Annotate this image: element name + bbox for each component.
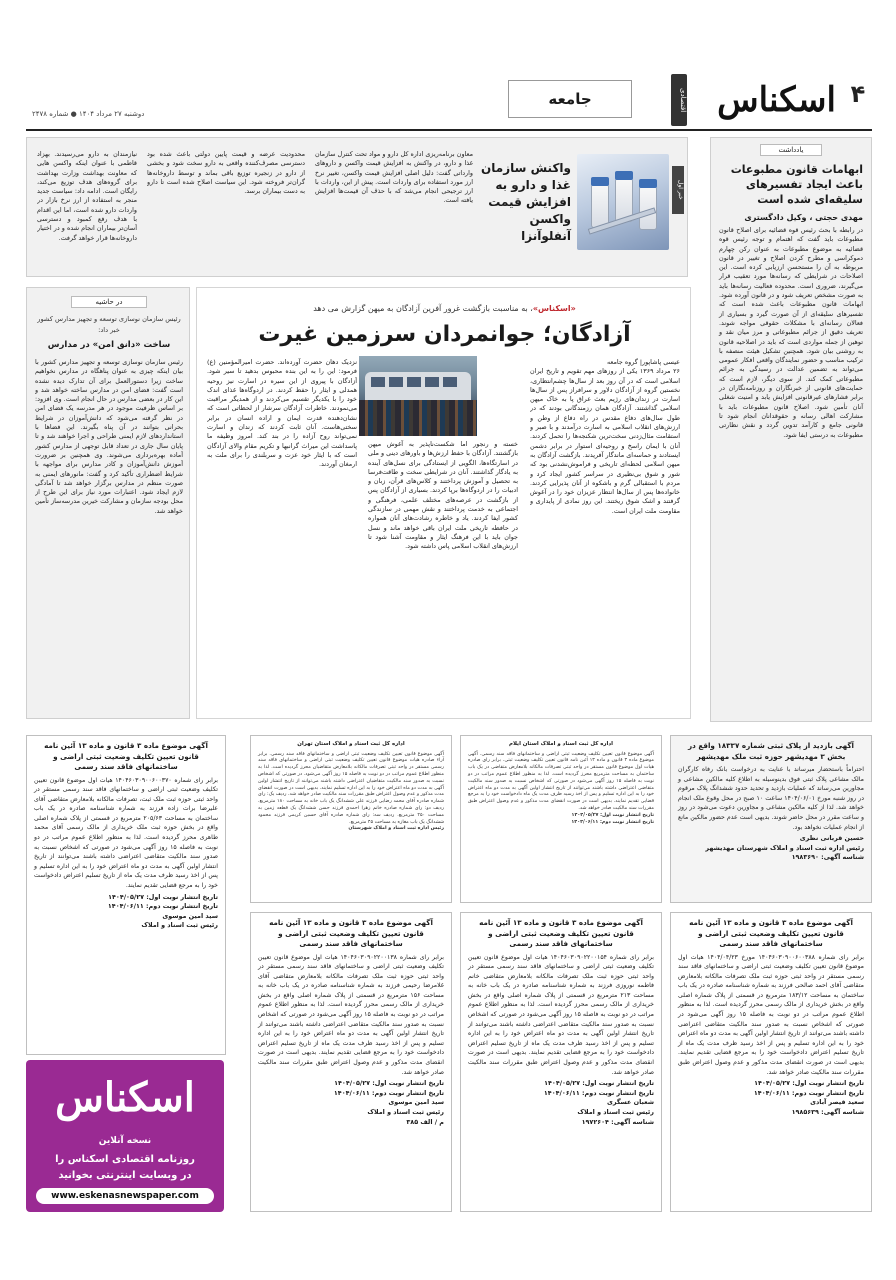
notice-title: آگهی موضوع ماده ۳ قانون و ماده ۱۳ آئین نامه قانون تعیین تکلیف وضعیت ثبتی اراضی و ساختمانهای فاقد سند رسمی — [689, 918, 853, 948]
vaccine-headline[interactable]: واکنش سازمان غذا و دارو به افزایش قیمت واکسن آنفلوآنزا — [481, 161, 571, 243]
notice-property-5 — [250, 912, 452, 1212]
main-story-column-right: عیسی پاشاپور| گروه جامعه ۲۶ مرداد ۱۳۶۹ یکی از روزهای مهم تقویم و تاریخ ایران اسلامی است که در آن روز بعد از سال‌ها چشم‌انتظاری، نخستین گروه از آزادگان دلاور و سرافراز پس از سال‌ها اسارت در زندان‌های رژیم بعث عراق پا به خاک میهن اسلامی گذاشتند. آزادگان همان رزمندگانی بودند که در طول سال‌های دفاع مقدس در راه دفاع از وطن و ارزش‌های انقلاب اسلامی به اسارت درآمدند و با صبر و استقامت مثال‌زدنی سخت‌ترین شکنجه‌ها را تحمل کردند. آنان با ایمان راسخ و روحیه‌ای استوار در برابر دشمن ایستادند و حماسه‌ای ماندگار آفریدند. بازگشت آزادگان به میهن اسلامی لحظه‌ای تاریخی و فراموش‌نشدنی بود که شور و شوق بی‌نظیری در سراسر کشور ایجاد کرد و مردم با استقبالی گرم و باشکوه از آنان پذیرایی کردند. خانواده‌ها پس از سال‌ها انتظار عزیزان خود را در آغوش گرفتند و اشک شوق ریختند. این روز نمادی از پایداری و مقاومت ملت ایران است. — [530, 358, 680, 515]
website-link[interactable]: www.eskenasnewspaper.com — [36, 1188, 214, 1204]
notice-title: اداره کل ثبت اسناد و املاک استان ایلام — [509, 741, 613, 747]
notice-footer: تاریخ انتشار نوبت اول: ۱۴۰۴/۰۵/۲۷ تاریخ انتشار نوبت دوم: ۱۴۰۴/۰۶/۱۱ شعبان عسگری رئیس ثبت اسناد و املاک شناسه آگهی: ۱۹۷۲۶۰۴ — [543, 1079, 654, 1126]
section-title: جامعه — [508, 80, 632, 118]
opinion-author: مهدی حجتی ، وکیل دادگستری — [744, 213, 863, 222]
kicker-prefix: «اسکناس» — [532, 304, 576, 313]
notice-property-7 — [670, 912, 872, 1212]
main-story — [196, 287, 691, 719]
vaccine-story — [26, 137, 688, 277]
logo-tag: اقتصادی — [671, 74, 687, 126]
vaccine-column-3: نیازمندان به دارو می‌رسیدند. بهزاد قاطمی با عنوان اینکه واکسن هایی که معاونت بهداشت وزارت بهداشت برای گروه‌های هدف توزیع می‌کند، رایگان است. ادامه داد: سیاست جدید منجر به استفاده از ارز نرخ بازار در واردات دارو شده است، اما این اقدام با هدف رفع کمبود و دسترسی آسان‌تر بیماران انجام شده و در اختیار داروخانه‌ها قرار خواهد گرفت. — [37, 150, 137, 242]
notice-title: آگهی موضوع ماده ۳ قانون و ماده ۱۳ آئین نامه قانون تعیین تکلیف وضعیت ثبتی اراضی و ساختمانهای فاقد سند رسمی — [44, 741, 208, 771]
opinion-title[interactable]: ابهامات قانون مطبوعات باعث ایجاد تفسیرهای سلیقه‌ای شده است — [730, 163, 863, 206]
bulletin-tag: در حاشیه — [71, 296, 147, 308]
vaccine-column-2: محدودیت عرضه و قیمت پایین دولتی باعث شده بود دسترسی مصرف‌کننده واقعی به دارو سخت شود و بخشی از دارو در زنجیره توزیع باقی بماند و توسط داروخانه‌ها گران‌تر فروخته شود. این سیاست اصلاح شده است تا دارو به دست بیماران برسد. — [147, 150, 305, 196]
notice-tehran — [250, 735, 452, 903]
notice-footer: تاریخ انتشار نوبت اول: ۱۴۰۴/۰۵/۲۷ تاریخ انتشار نوبت دوم: ۱۴۰۴/۰۶/۱۱ سید امین موسوی رئیس ثبت اسناد و املاک م / الف ۳۸۵ — [333, 1079, 444, 1126]
notice-property-1 — [26, 735, 226, 1055]
notice-footer: حسین قربانی نظری رئیس اداره ثبت اسناد و املاک شهرستان مهدیشهر شناسه آگهی: ۱۹۸۳۶۹۰ — [705, 834, 864, 862]
main-story-headline[interactable]: آزادگان؛ جوانمردان سرزمین غیرت — [258, 322, 631, 347]
notice-property-6 — [460, 912, 662, 1212]
opinion-body: در رابطه با بحث رئیس قوه قضائیه برای اصلاح قانون مطبوعات باید گفت که اهتمام و توجه رئیس قوه قضائیه به موضوع مطبوعات به عنوان رکن چهارم دموکراسی و مطرح کردن اصلاح و تغییر در قانون مربوطه به آن را مستحسن ارزیابی کرده است. این اصلاحات در شرایطی که رسانه‌ها مورد تعقیب قرار می‌گیرند، ضروری است. محدوده فعالیت رسانه‌ها باید به صورت مشخص تعریف شود و در قانون آورده شود. ابهامات قانون مطبوعات باعث شده است که تفسیرهای سلیقه‌ای از آن صورت گیرد و بسیاری از فعالان رسانه‌ای با مشکلات حقوقی مواجه شوند. تعریف دقیق از جرائم مطبوعاتی و مرز میان نقد و توهین از جمله مواردی است که باید در اصلاحیه قانون به روشنی بیان شود. همچنین تشکیل هیئت منصفه با ترکیب مناسب و حضور نمایندگان واقعی افکار عمومی می‌تواند به تضمین عدالت در رسیدگی به جرائم مطبوعاتی کمک کند. از سوی دیگر، لازم است که حمایت‌های قانونی از خبرنگاران و روزنامه‌نگاران در برابر فشارهای غیرقانونی افزایش یابد و امنیت شغلی آنان تأمین شود. اصلاح قانون مطبوعات باید با مشارکت اهالی رسانه و حقوقدانان انجام شود تا قانونی جامع و کارآمد تدوین گردد و نقش نظارتی مطبوعات به درستی ایفا شود. — [719, 226, 863, 439]
notice-body: برابر رای شماره ۱۴۰۴۶۰۳۰۹۰۲۲۰۰۱۵۴ هیات اول موضوع قانون تعیین تکلیف وضعیت ثبتی اراضی و ساختمانهای فاقد سند رسمی مستقر در واحد ثبتی حوزه ثبت ملک تصرفات مالکانه بلامعارض متقاضی خانم فاطمه نوروزی فرزند به شماره شناسنامه صادره در یک باب خانه به مساحت ۲۱۳ مترمربع در قسمتی از پلاک شماره اصلی واقع در بخش خریداری از مالک رسمی محرز گردیده است. لذا به منظور اطلاع عموم مراتب در دو نوبت به فاصله ۱۵ روز آگهی می‌شود در صورتی که اشخاص نسبت به صدور سند مالکیت متقاضی اعتراضی داشته باشند می‌توانند از تاریخ انتشار اولین آگهی به مدت دو ماه اعتراض خود را به این اداره تسلیم و پس از اخذ رسید ظرف مدت یک ماه از تاریخ تسلیم اعتراض دادخواست خود را به مرجع قضایی تقدیم نمایند. بدیهی است در صورت انقضای مدت مذکور و عدم وصول اعتراض طبق مقررات سند مالکیت صادر خواهد شد. — [468, 953, 654, 1076]
page-header — [26, 66, 872, 134]
main-story-column-middle: خسته و رنجور اما شکست‌ناپذیر به آغوش میهن بازگشتند. آزادگان با حفظ ارزش‌ها و باورهای دینی و ملی در اسارتگاه‌ها، الگویی از ایستادگی برای نسل‌های آینده به یادگار گذاشتند. آنان در شرایطی سخت و طاقت‌فرسا به تحصیل و آموزش پرداختند و کلاس‌های قرآن، زبان و ادبیات را در اردوگاه‌ها برپا کردند. بسیاری از آزادگان پس از بازگشت در عرصه‌های مختلف علمی، فرهنگی و اجتماعی به خدمت پرداختند و نقش مهمی در سازندگی کشور ایفا کردند. یاد و خاطره رشادت‌های آنان همواره در حافظه تاریخی ملت ایران باقی خواهد ماند و نسل جوان باید با این فرهنگ ایثار و مقاومت آشنا شود تا ارزش‌های انقلاب اسلامی پاس داشته شود. — [368, 440, 518, 551]
promo-line-3: در وبسایت اینترنتی بخوانید — [58, 1170, 192, 1181]
notice-footer: تاریخ انتشار نوبت اول: ۱۴۰۴/۰۵/۲۷ تاریخ انتشار نوبت دوم: ۱۴۰۴/۰۶/۱۱ — [571, 812, 654, 825]
notice-body: برابر رای شماره ۱۴۰۴۶۰۳۰۹۰۰۶۰۰۳۷۰ هیات اول موضوع قانون تعیین تکلیف وضعیت ثبتی اراضی و ساختمانهای فاقد سند رسمی مستقر در واحد ثبتی حوزه ثبت ملک ثبت، تصرفات مالکانه بلامعارض متقاضی آقای علیرضا برات زاده فرزند به شماره شناسنامه صادره در یک باب ساختمان به مساحت ۲۰۵/۶۳ مترمربع در قسمتی از پلاک شماره اصلی واقع در بخش حوزه ثبت ملک خریداری از مالک رسمی آقای محمد طاهری محرز گردیده است. لذا به منظور اطلاع عموم مراتب در دو نوبت به فاصله ۱۵ روز آگهی می‌شود در صورتی که اشخاص نسبت به صدور سند مالکیت متقاضی اعتراضی داشته باشند می‌توانند از تاریخ انتشار اولین آگهی به مدت دو ماه اعتراض خود را به این اداره تسلیم و پس از اخذ رسید ظرف مدت یک ماه از تاریخ تسلیم اعتراض دادخواست خود را به مرجع قضایی تقدیم نمایند. — [34, 776, 218, 890]
notice-body: برابر رای شماره ۱۴۰۴۶۰۳۰۹۰۰۶۰۰۳۸۸ مورخ ۱۴۰۴/۰۴/۲۳ هیات اول موضوع قانون تعیین تکلیف وضعیت ثبتی اراضی و ساختمانهای فاقد سند رسمی مستقر در واحد ثبتی حوزه ثبت ملک تصرفات مالکانه بلامعارض متقاضی آقای احمد صالحی فرزند به شماره شناسنامه صادره در یک باب ساختمان به مساحت ۱۸۳/۱۲ مترمربع در قسمتی از پلاک شماره اصلی واقع در بخش خریداری از مالک رسمی محرز گردیده است. لذا به منظور اطلاع عموم مراتب در دو نوبت به فاصله ۱۵ روز آگهی می‌شود در صورتی که اشخاص نسبت به صدور سند مالکیت متقاضی اعتراضی داشته باشند می‌توانند از تاریخ انتشار اولین آگهی به مدت دو ماه اعتراض خود را به این اداره تسلیم و پس از اخذ رسید ظرف مدت یک ماه از تاریخ تسلیم اعتراض دادخواست خود را به مرجع قضایی تقدیم نمایند. بدیهی است در صورت انقضای مدت مذکور و عدم وصول اعتراض طبق مقررات سند مالکیت صادر خواهد شد. — [678, 953, 865, 1076]
crowd-shape — [359, 400, 477, 436]
bulletin-headline[interactable]: ساخت «دانق امن» در مدارس — [47, 340, 171, 350]
vial-icon — [591, 184, 609, 228]
main-story-kicker: «اسکناس»، به مناسبت بازگشت غرور آفرین آزادگان به میهن گزارش می دهد — [313, 304, 576, 313]
newspaper-logo[interactable]: اسکناس — [717, 80, 836, 120]
notice-title: آگهی بازدید از پلاک ثبتی شماره ۱۸۳۳۷ واقع در بخش ۳ مهدیشهر حوزه ثبت ملک مهدیشهر — [688, 741, 854, 761]
notice-body: آگهی موضوع قانون تعیین تکلیف وضعیت ثبتی اراضی و ساختمانهای فاقد سند رسمی. آگهی موضوع ماده ۳ قانون و ماده ۱۳ آئین نامه قانون تعیین تکلیف وضعیت ثبتی. برابر رای صادره هیات اول موضوع قانون مستقر در واحد ثبتی تصرفات مالکانه بلامعارض متقاضی در یک باب ساختمان به مساحت مترمربع محرز گردیده است. لذا به منظور اطلاع عموم مراتب در دو نوبت به فاصله ۱۵ روز آگهی می‌شود در صورتی که اشخاص نسبت به صدور سند مالکیت متقاضی اعتراضی داشته باشند می‌توانند از تاریخ انتشار اولین آگهی به مدت دو ماه اعتراض خود را به این اداره تسلیم و پس از اخذ رسید ظرف مدت یک ماه دادخواست خود را به مرجع قضایی تقدیم نمایند. بدیهی است در صورت انقضای مدت مذکور و عدم وصول اعتراض طبق مقررات سند مالکیت صادر خواهد شد. — [468, 751, 655, 811]
notice-body: برابر رای شماره ۱۴۰۴۶۰۳۰۹۰۲۲۰۰۱۳۸ هیات اول موضوع قانون تعیین تکلیف وضعیت ثبتی اراضی و ساختمانهای فاقد سند رسمی مستقر در واحد ثبتی حوزه ثبت ملک تصرفات مالکانه بلامعارض متقاضی آقای غلامرضا رحیمی فرزند به شماره شناسنامه صادره در یک باب خانه به مساحت ۱۵۶ مترمربع در قسمتی از پلاک شماره اصلی واقع در بخش خریداری از مالک رسمی محرز گردیده است. لذا به منظور اطلاع عموم مراتب در دو نوبت به فاصله ۱۵ روز آگهی می‌شود در صورتی که اشخاص نسبت به صدور سند مالکیت متقاضی اعتراضی داشته باشند می‌توانند از تاریخ انتشار اولین آگهی به مدت دو ماه اعتراض خود را به این اداره تسلیم و پس از اخذ رسید ظرف مدت یک ماه از تاریخ تسلیم اعتراض دادخواست خود را به مرجع قضایی تقدیم نمایند. بدیهی است در صورت انقضای مدت مذکور و عدم وصول اعتراض طبق مقررات سند مالکیت صادر خواهد شد. — [258, 953, 444, 1076]
returning-prisoners-photo — [359, 356, 477, 436]
bulletin-body: رئیس سازمان نوسازی توسعه و تجهیز مدارس کشور با بیان اینکه چیزی به عنوان پناهگاه در مدارس نخواهیم ساخت زیرا دستورالعمل برای آن تدارک دیده نشده است گفت: فضای امن در مدارس ساخته خواهد شد و این کار در بعضی مدارس در حال انجام است. وی افزود: بر اساس ظرفیت موجود در هر مدرسه یک فضای امن در نظر گرفته می‌شود که دانش‌آموزان در شرایط بحرانی بتوانند در آن پناه بگیرند. این فضاها با استانداردهای لازم ایمنی طراحی و اجرا خواهند شد و تا پایان سال جاری در تعداد قابل توجهی از مدارس کشور آماده بهره‌برداری می‌شوند. وی همچنین بر ضرورت آموزش دانش‌آموزان و کادر مدارس برای مواجهه با شرایط اضطراری تأکید کرد و گفت: مانورهای ایمنی به صورت منظم در مدارس برگزار خواهد شد تا آمادگی لازم ایجاد شود. اعتبارات مورد نیاز برای این طرح از محل بودجه سازمان و مشارکت خیرین مدرسه‌ساز تأمین خواهد شد. — [35, 358, 183, 515]
notice-inspection — [670, 735, 872, 903]
bulletin-box — [26, 287, 190, 719]
opinion-tag: یادداشت — [760, 144, 822, 156]
bulletin-subtitle: رئیس سازمان نوسازی توسعه و تجهیز مدارس کشور خبر داد: — [37, 315, 181, 334]
opinion-column — [710, 137, 872, 722]
vaccine-vials-image — [577, 154, 669, 250]
online-edition-promo[interactable] — [26, 1060, 224, 1212]
promo-logo: اسکناس — [55, 1074, 195, 1121]
promo-line-2: روزنامه اقتصادی اسکناس را — [55, 1154, 195, 1165]
notice-footer: رئیس اداره ثبت اسناد و املاک شهرستان — [348, 826, 444, 832]
notice-footer: تاریخ انتشار نوبت اول: ۱۴۰۴/۰۵/۲۷ تاریخ انتشار نوبت دوم: ۱۴۰۴/۰۶/۱۱ سید امین موسوی رئیس ثبت اسناد و املاک — [107, 892, 218, 930]
notice-title: آگهی موضوع ماده ۳ قانون و ماده ۱۳ آئین نامه قانون تعیین تکلیف وضعیت ثبتی اراضی و ساختمانهای فاقد سند رسمی — [269, 918, 433, 948]
notice-ilam — [460, 735, 662, 903]
story-side-tag: خبر اول — [672, 166, 684, 214]
page-number: ۴ — [850, 80, 866, 108]
notice-title: آگهی موضوع ماده ۳ قانون و ماده ۱۳ آئین نامه قانون تعیین تکلیف وضعیت ثبتی اراضی و ساختمانهای فاقد سند رسمی — [479, 918, 643, 948]
notice-body: احتراماً باستحضار میرساند با عنایت به درخواست بانک رفاه کارگران مالک مشاعی پلاک ثبتی فوق بدینوسیله به اطلاع کلیه مالکین مشاعی و مجاورین می‌رساند که عملیات بازدید و تحدید حدود ششدانگ پلاک مرقوم در روز شنبه مورخ ۱۴۰۴/۰۶/۰۱ ساعت ۱۰ صبح در محل وقوع ملک انجام خواهد شد. لذا از کلیه مالکین مشاعی و مجاورین دعوت می‌شود در روز و ساعت مقرر در محل حاضر شوند. بدیهی است عدم حضور مالکین مانع از انجام عملیات نخواهد بود. — [678, 766, 864, 831]
main-story-column-left: نزدیک دهان حضرت آورده‌اند. حضرت امیرالمؤمنین (ع) فرمود: این را به این بنده محبوس بدهید تا سیر شود. آزادگان با پیروی از این سیره در اسارت نیز روحیه همدلی و ایثار را حفظ کردند. در اردوگاه‌ها غذای اندک خود را با یکدیگر تقسیم می‌کردند و از همدیگر مراقبت می‌نمودند. خاطرات آزادگان سرشار از لحظاتی است که نشان‌دهنده قدرت ایمان و اراده انسان در برابر سختی‌هاست. آنان ثابت کردند که زندان و اسارت نمی‌تواند روح آزاده را در بند کند. امروز وظیفه ما پاسداشت این میراث گرانبها و تکریم مقام والای آزادگان است که با ایثار خود عزت و سربلندی را برای ملت به ارمغان آوردند. — [207, 358, 357, 469]
vaccine-column-1: معاون برنامه‌ریزی اداره کل دارو و مواد تحت کنترل سازمان غذا و دارو، در واکنش به افزایش قیمت واکسن و داروهای وارداتی گفت: دلیل اصلی افزایش قیمت واکسن، تغییر نرخ ارز مورد استفاده برای واردات است. پیش از این، واردات با ارز ترجیحی انجام می‌شد که با حذف آن قیمت‌ها افزایش یافته است. — [315, 150, 473, 205]
notice-body: آگهی موضوع قانون تعیین تکلیف وضعیت ثبتی اراضی و ساختمانهای فاقد سند رسمی. برابر آراء صادره هیات موضوع قانون تعیین تکلیف وضعیت ثبتی اراضی و ساختمانهای فاقد سند رسمی مستقر در واحد ثبتی تصرفات مالکانه بلامعارض متقاضیان محرز گردیده است. لذا به منظور اطلاع عموم مراتب در دو نوبت به فاصله ۱۵ روز آگهی می‌شود. در صورتی که اشخاص نسبت به صدور سند مالکیت متقاضیان اعتراضی داشته باشند می‌توانند از تاریخ انتشار اولین آگهی به مدت دو ماه اعتراض خود را به این اداره تسلیم نمایند. بدیهی است در صورت انقضای مدت مذکور و عدم وصول اعتراض طبق مقررات سند مالکیت صادر خواهد شد. ردیف یک: رای شماره صادره آقای محمد رضایی فرزند علی ششدانگ یک باب خانه به مساحت ۱۸۰ مترمربع. ردیف دو: رای شماره صادره خانم زهرا احمدی فرزند حسن ششدانگ یک قطعه زمین به مساحت ۲۵۰ مترمربع. ردیف سه: رای شماره صادره آقای حسین کریمی فرزند محمود ششدانگ یک باب مغازه به مساحت ۴۵ مترمربع. — [258, 751, 444, 825]
notice-title: اداره کل ثبت اسناد و املاک استان تهران — [297, 741, 405, 747]
issue-date: دوشنبه ۲۷ مرداد ۱۴۰۴ ● شماره ۲۴۷۸ — [32, 110, 145, 118]
header-rule — [26, 129, 872, 131]
kicker-text: به مناسبت بازگشت غرور آفرین آزادگان به میهن گزارش می دهد — [313, 304, 528, 313]
promo-line-1: نسخه آنلاین — [98, 1136, 152, 1146]
notice-footer: تاریخ انتشار نوبت اول: ۱۴۰۴/۰۵/۲۷ تاریخ انتشار نوبت دوم: ۱۴۰۴/۰۶/۱۱ سعید قیصر آبادی شناسه آگهی: ۱۹۸۵۶۳۹ — [753, 1079, 864, 1116]
